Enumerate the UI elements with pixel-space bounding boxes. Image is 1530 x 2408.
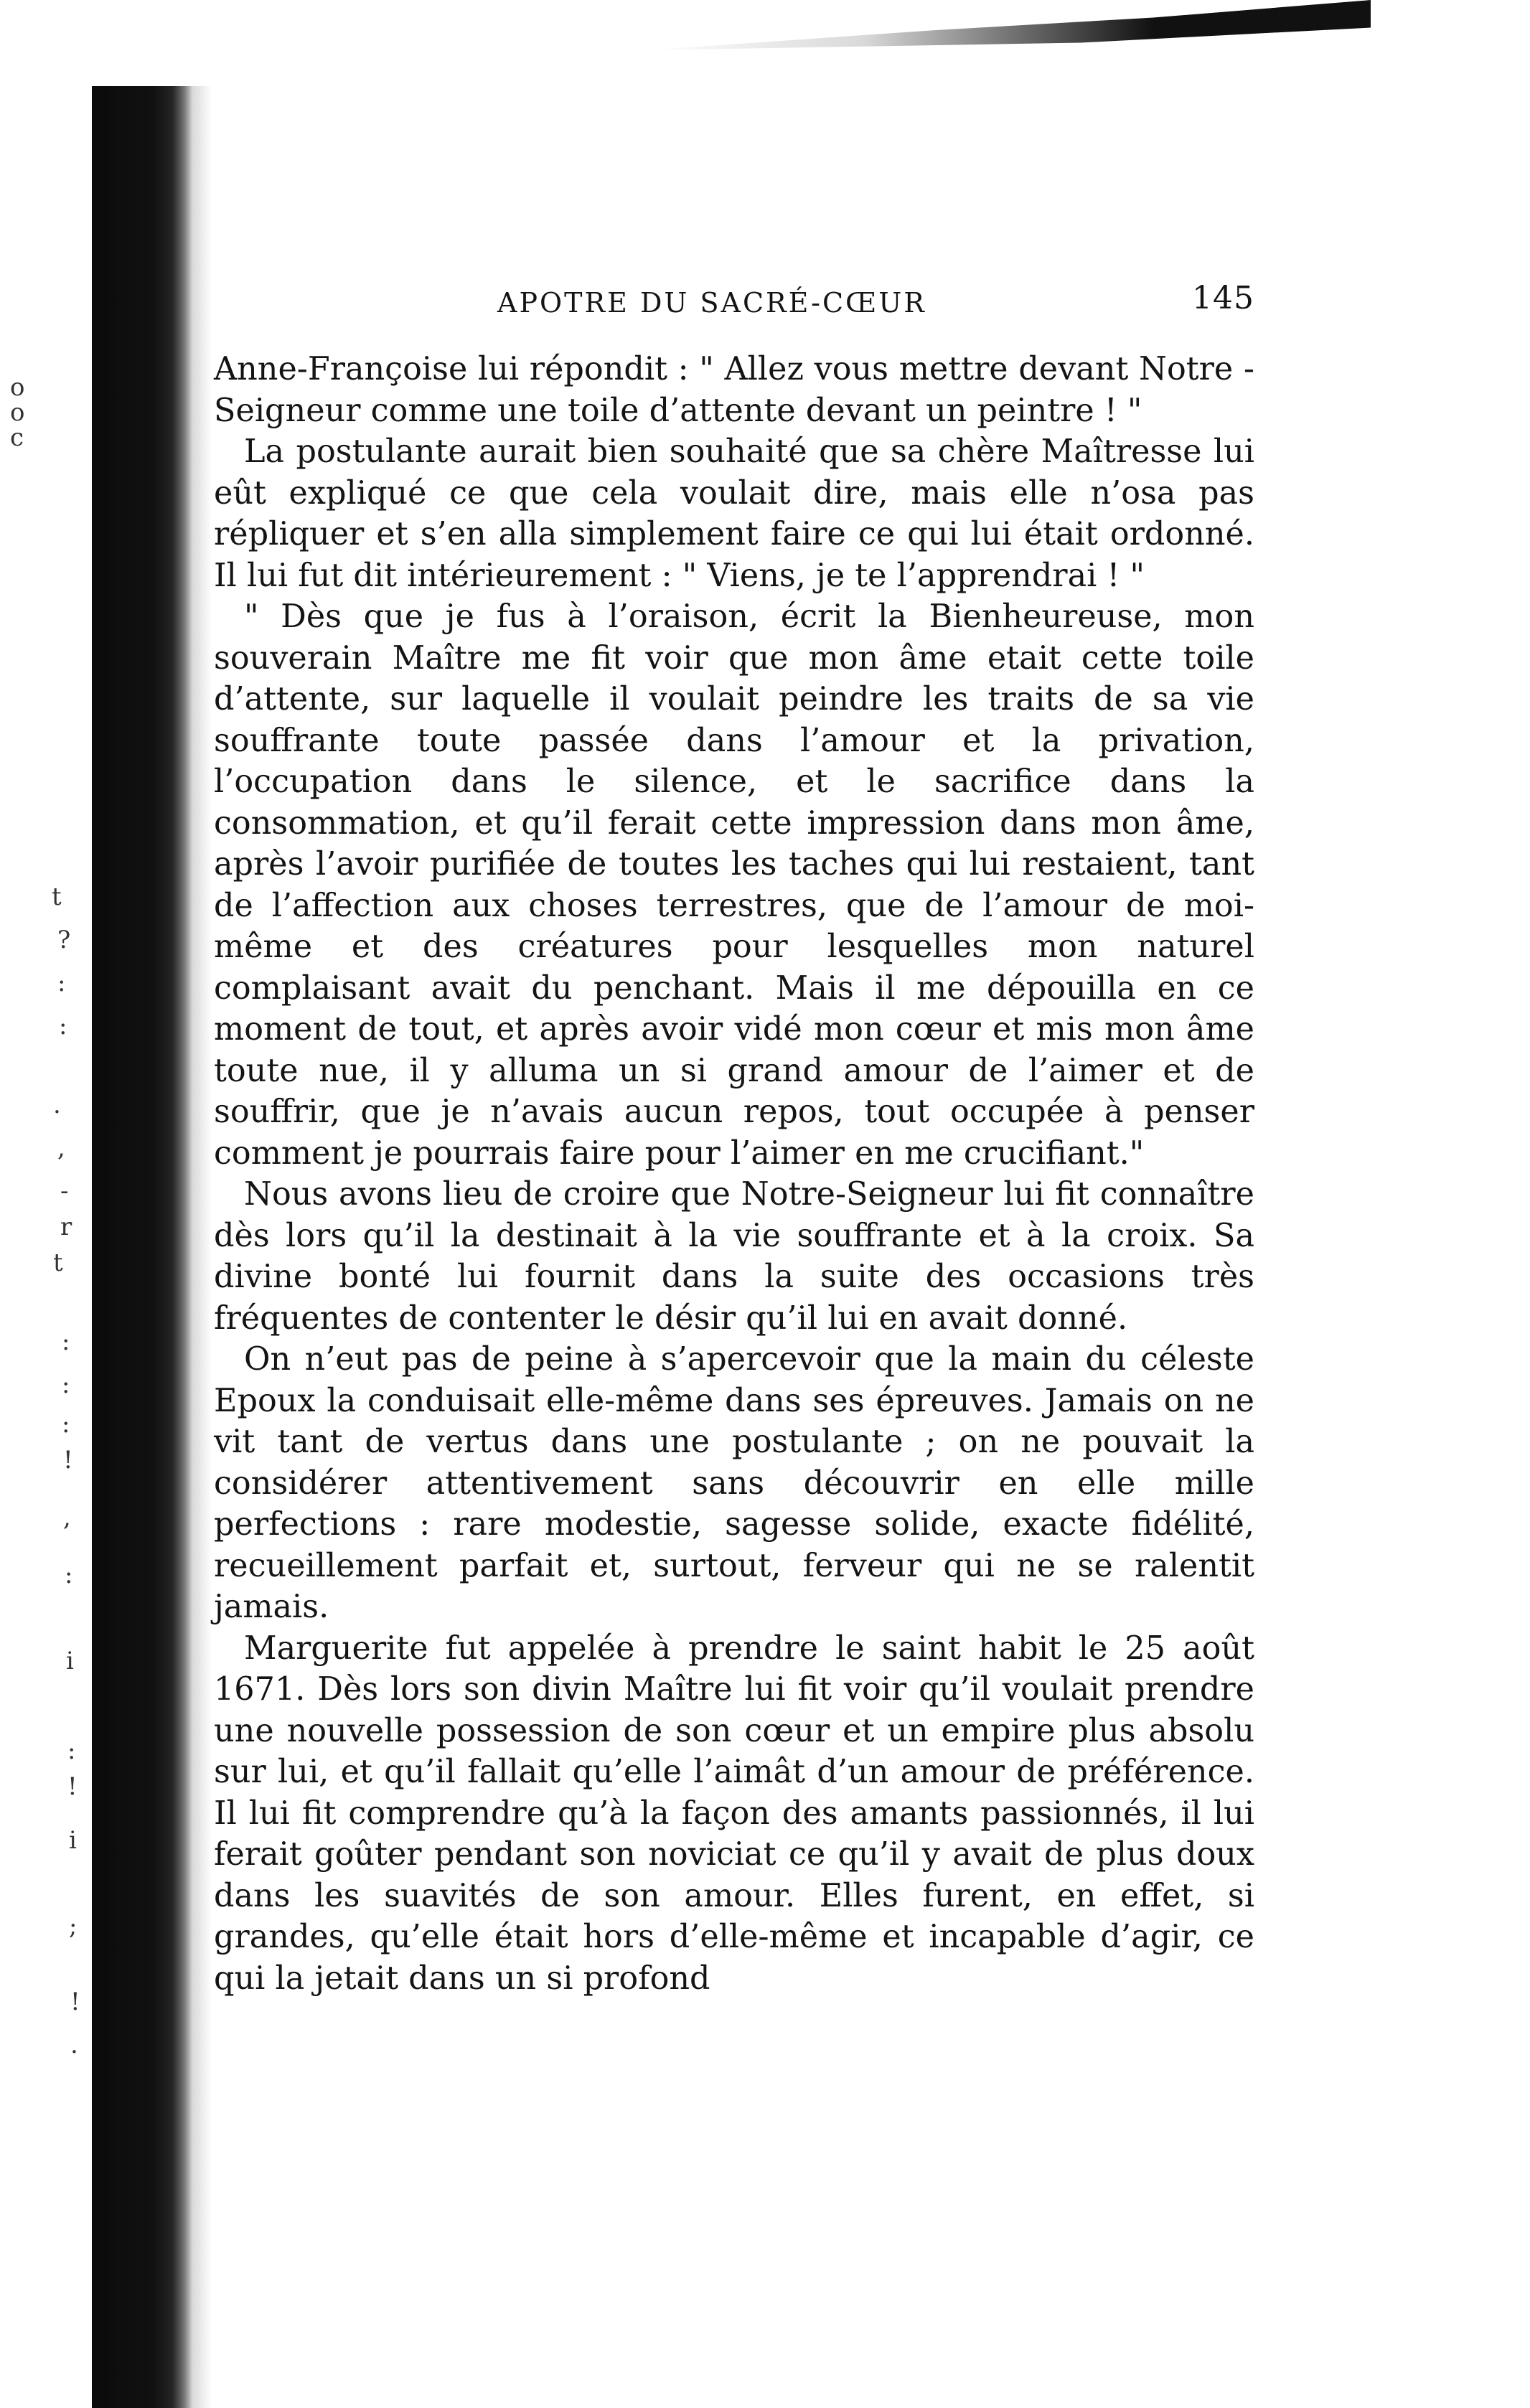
paragraph: Marguerite fut appelée à prendre le saint habit le 25 août 1671. Dès lors son divin Maître lui fit voir qu’il voulait prendre une nouvelle possession de son cœur et un empire plus absolu sur lui, et qu’il fallait qu’elle l’aimât d’un amour de préférence. Il lui fit comprendre qu’à la façon des amants passionnés, il lui ferait goûter pendant son noviciat ce qu’il y avait de plus doux dans les suavités de son amour. Elles furent, en effet, si grandes, qu’elle était hors d’elle-même et incapable d’agir, ce qui la jetait dans un si profond xyxy=(214,1629,1254,1997)
binding-gutter-fade xyxy=(169,86,212,2408)
margin-mark: : xyxy=(62,1327,70,1356)
margin-mark: ? xyxy=(57,926,71,954)
body-text xyxy=(214,349,1254,1999)
margin-mark: . xyxy=(53,1091,61,1119)
margin-mark: o xyxy=(10,373,25,402)
paragraph: La postulante aurait bien souhaité que sa chère Maîtresse lui eût expliqué ce que cela voulait dire, mais elle n’osa pas répliquer et s’en alla simplement faire ce qui lui était ordonné. Il lui fut dit intérieurement : " Viens, je te l’apprendrai ! " xyxy=(214,433,1254,594)
margin-mark: ! xyxy=(70,1988,80,2016)
margin-mark: t xyxy=(52,883,62,911)
paragraph: Anne-Françoise lui répondit : " Allez vous mettre devant Notre - Seigneur comme une toile d’attente devant un peintre ! " xyxy=(214,351,1254,429)
margin-mark: c xyxy=(10,423,24,452)
paragraph: On n’eut pas de peine à s’apercevoir que la main du céleste Epoux la conduisait elle-même dans ses épreuves. Jamais on ne vit tant de vertus dans une postulante ; on ne pouvait la considérer attentivement sans découvrir en elle mille perfections : rare modestie, sagesse solide, exacte fidélité, recueillement parfait et, surtout, ferveur qui ne se ralentit jamais. xyxy=(214,1341,1254,1625)
running-title: APOTRE DU SACRÉ-CŒUR xyxy=(497,287,926,319)
margin-mark: : xyxy=(67,1736,76,1765)
margin-mark: t xyxy=(53,1248,63,1277)
paragraph: " Dès que je fus à l’oraison, écrit la Bienheureuse, mon souverain Maître me fit voir que mon âme etait cette toile d’attente, sur laquelle il voulait peindre les traits de sa vie souffrante toute passée dans l’amour et la privation, l’occupation dans le silence, et le sacrifice dans la consommation, et qu’il ferait cette impression dans mon âme, après l’avoir purifiée de toutes les taches qui lui restaient, tant de l’affection aux choses terrestres, que de l’amour de moi-même et des créatures pour lesquelles mon naturel complaisant avait du penchant. Mais il me dépouilla en ce moment de tout, et après avoir vidé mon cœur et mis mon âme toute nue, il y alluma un si grand amour de l’aimer et de souffrir, que je n’avais aucun repos, tout occupée à penser comment je pourrais faire pour l’aimer en me crucifiant." xyxy=(214,598,1254,1172)
margin-mark: ! xyxy=(67,1772,78,1801)
facing-page-bleed xyxy=(0,0,86,2408)
margin-mark: . xyxy=(70,2031,78,2059)
paragraph: Nous avons lieu de croire que Notre-Seigneur lui fit connaître dès lors qu’il la destinait à la vie souffrante et à la croix. Sa divine bonté lui fournit dans la suite des occasions très fréquentes de contenter le désir qu’il lui en avait donné. xyxy=(214,1176,1254,1337)
margin-mark: : xyxy=(57,969,66,997)
page-number: 145 xyxy=(1192,280,1254,316)
margin-mark: - xyxy=(60,1177,69,1205)
margin-mark: o xyxy=(10,398,25,427)
margin-mark: ; xyxy=(69,1912,78,1941)
margin-mark: : xyxy=(62,1370,70,1399)
margin-mark: : xyxy=(59,1012,67,1040)
margin-mark: , xyxy=(63,1503,71,1532)
scan-edge-shadow xyxy=(646,0,1371,50)
margin-mark: : xyxy=(65,1561,73,1589)
book-page xyxy=(214,280,1254,1999)
margin-mark: i xyxy=(69,1826,77,1855)
margin-mark: ! xyxy=(63,1446,73,1475)
margin-mark: , xyxy=(57,1134,65,1162)
margin-mark: : xyxy=(62,1410,70,1439)
margin-mark: i xyxy=(66,1647,74,1675)
margin-mark: r xyxy=(60,1213,72,1241)
page-header xyxy=(214,280,1254,337)
